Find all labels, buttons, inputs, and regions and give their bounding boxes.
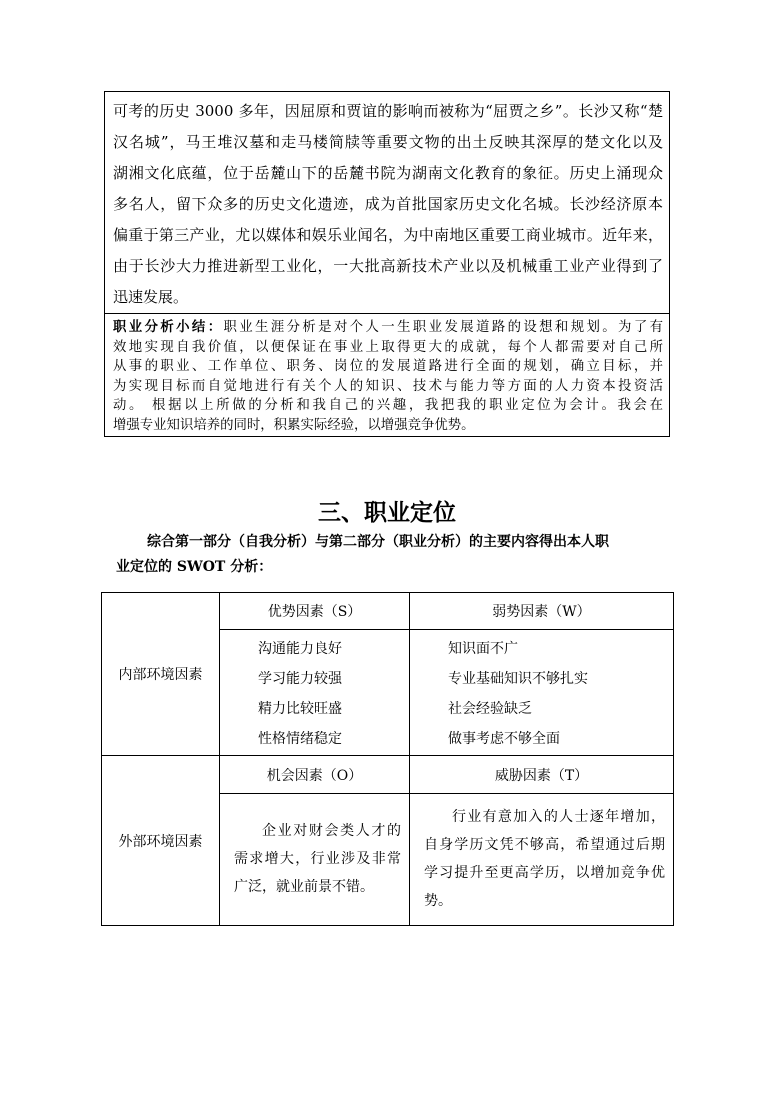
swot-intro-line: 综合第一部分（自我分析）与第二部分（职业分析）的主要内容得出本人职 [147, 534, 609, 550]
weakness-item: 做事考虑不够全面 [448, 731, 560, 748]
swot-intro-paragraph [116, 530, 672, 580]
intro-line: 偏重于第三产业，尤以媒体和娱乐业闻名，为中南地区重要工商业城市。近年来， [113, 226, 663, 244]
strength-item: 学习能力较强 [258, 671, 342, 688]
swot-table [101, 592, 674, 926]
strengths-list [220, 630, 410, 756]
internal-factors-label: 内部环境因素 [102, 593, 220, 756]
intro-line: 湖湘文化底蕴，位于岳麓山下的岳麓书院为湖南文化教育的象征。历史上涌现众 [113, 164, 663, 182]
weaknesses-header: 弱势因素（W） [410, 593, 674, 630]
summary-label: 职业分析小结： [113, 319, 224, 335]
threats-header: 威胁因素（T） [410, 756, 674, 793]
threat-line: 势。 [424, 893, 452, 910]
table-row [102, 756, 674, 793]
intro-line: 多名人，留下众多的历史文化遗迹，成为首批国家历史文化名城。长沙经济原本 [113, 195, 663, 213]
intro-line: 迅速发展。 [113, 288, 189, 306]
city-intro-box [104, 91, 670, 313]
opportunity-line: 企业对财会类人才的 [262, 823, 401, 840]
intro-line: 可考的历史 3000 多年，因屈原和贾谊的影响而被称为“屈贾之乡”。长沙又称“楚 [113, 102, 663, 120]
table-row [102, 593, 674, 630]
threat-line: 学习提升至更高学历，以增加竞争优 [424, 865, 665, 882]
summary-line: 效地实现自我价值，以便保证在事业上取得更大的成就，每个人都需要对自己所 [113, 339, 663, 355]
threat-line: 自身学历文凭不够高，希望通过后期 [424, 837, 665, 854]
summary-line: 增强专业知识培养的同时，积累实际经验，以增强竞争优势。 [113, 417, 475, 433]
external-factors-label: 外部环境因素 [102, 756, 220, 926]
weaknesses-list [410, 630, 674, 756]
summary-first-line [113, 318, 663, 338]
weakness-item: 社会经验缺乏 [448, 701, 532, 718]
summary-text: 职业生涯分析是对个人一生职业发展道路的设想和规划。为了有 [223, 320, 664, 335]
summary-line: 从事的职业、工作单位、职务、岗位的发展道路进行全面的规划，确立目标，并 [113, 359, 663, 374]
intro-line: 汉名城”，马王堆汉墓和走马楼简牍等重要文物的出土反映其深厚的楚文化以及 [113, 133, 663, 151]
threat-line: 行业有意加入的人士逐年增加， [452, 809, 665, 826]
opportunity-line: 需求增大，行业涉及非常 [234, 851, 401, 868]
career-analysis-summary-box [104, 313, 670, 437]
summary-line: 为实现目标而自觉地进行有关个人的知识、技术与能力等方面的人力资本投资活 [113, 378, 663, 394]
opportunity-line: 广泛，就业前景不错。 [234, 879, 374, 896]
swot-intro-line: 业定位的 SWOT 分析： [116, 559, 273, 575]
section-title: 三、职业定位 [318, 499, 456, 526]
opportunities-header: 机会因素（O） [220, 756, 410, 793]
strength-item: 沟通能力良好 [258, 641, 342, 658]
opportunities-text [220, 793, 410, 925]
intro-line: 由于长沙大力推进新型工业化，一大批高新技术产业以及机械重工业产业得到了 [113, 257, 663, 275]
threats-text [410, 793, 674, 925]
strengths-header: 优势因素（S） [220, 593, 410, 630]
weakness-item: 专业基础知识不够扎实 [448, 671, 588, 688]
summary-line: 动。 根据以上所做的分析和我自己的兴趣，我把我的职业定位为会计。我会在 [113, 398, 663, 413]
strength-item: 精力比较旺盛 [258, 701, 342, 718]
strength-item: 性格情绪稳定 [258, 731, 342, 748]
weakness-item: 知识面不广 [448, 641, 518, 658]
